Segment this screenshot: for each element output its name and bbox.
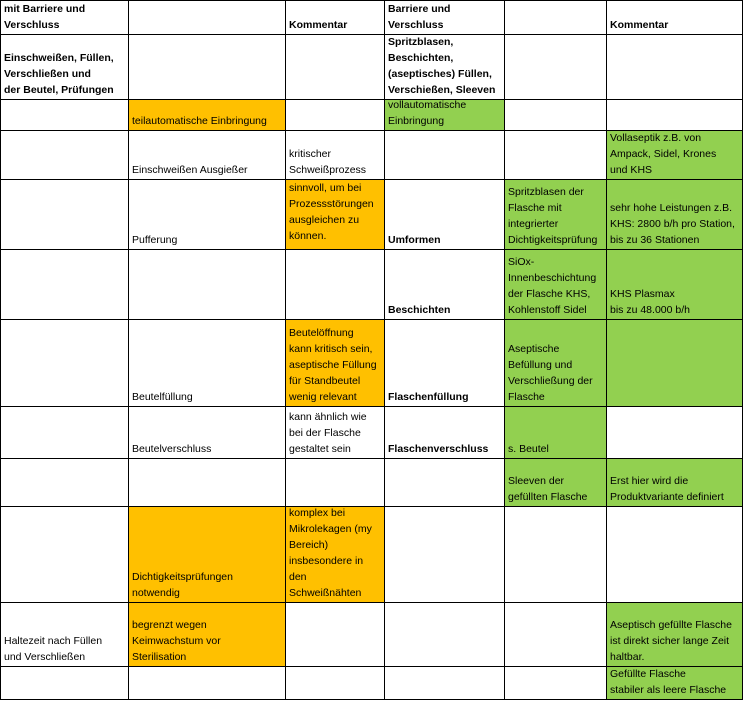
cell-empty [385,603,505,667]
cell-empty [0,131,129,180]
cell-empty [385,667,505,700]
cell-r4-b [129,180,286,250]
cell-empty [0,250,129,320]
cell-r8-e [505,459,607,507]
cell-r3-b [129,131,286,180]
cell-r6-b [129,320,286,407]
cell-r7-b-text: Beutelverschluss [132,443,212,455]
cell-empty [129,459,286,507]
cell-empty [129,667,286,700]
cell-empty [607,407,743,459]
cell-r10-f [607,603,743,667]
cell-empty [286,100,385,131]
cell-r1-d-text: Spritzblasen, Beschichten, (aseptisches) Füllen, Verschießen, Sleeven [388,36,496,96]
cell-r4-c [286,180,385,250]
cell-r9-c-text: komplex bei Mikrolekagen (my Bereich) insbesondere in den Schweißnähten [289,507,372,599]
cell-r9-c [286,507,385,603]
cell-r8-f-text: Erst hier wird die Produktvariante definiert [610,475,724,503]
header-col3-text: Barriere und Verschluss [388,3,451,31]
cell-r11-f-text: Gefüllte Flasche stabiler als leere Flasche [610,668,727,696]
cell-r6-b-text: Beutelfüllung [132,391,193,403]
cell-empty [505,35,607,100]
cell-r10-b-text: begrenzt wegen Keimwachstum vor Sterilisation [132,619,221,663]
cell-empty [0,459,129,507]
cell-r4-e-text: Spritzblasen der Flasche mit integrierter Dichtigkeitsprüfung [508,186,598,246]
cell-r7-b [129,407,286,459]
cell-r4-f-text: sehr hohe Leistungen z.B. KHS: 2800 b/h pro Station, bis zu 36 Stationen [610,202,735,246]
cell-r7-c-text: kann ähnlich wie bei der Flasche gestaltet sein [289,411,367,455]
cell-r8-e-text: Sleeven der gefüllten Flasche [508,475,588,503]
cell-r2-d [385,100,505,131]
cell-empty [286,459,385,507]
cell-r5-f [607,250,743,320]
cell-r6-c-text: Beutelöffnung kann kritisch sein, aseptische Füllung für Standbeutel wenig relevant [289,327,377,403]
header-col2-text: Kommentar [289,19,348,31]
cell-r4-d-text: Umformen [388,234,441,246]
cell-empty [607,35,743,100]
cell-empty [505,507,607,603]
cell-r6-e-text: Aseptische Befüllung und Verschließung der Flasche [508,343,593,403]
cell-r11-f [607,667,743,700]
cell-r7-e-text: s. Beutel [508,443,549,455]
cell-empty [505,603,607,667]
header-col1 [0,0,129,35]
cell-r10-a [0,603,129,667]
cell-r7-d-text: Flaschenverschluss [388,443,489,455]
cell-r4-d [385,180,505,250]
cell-r7-e [505,407,607,459]
cell-empty [0,180,129,250]
cell-empty [505,100,607,131]
cell-r3-f [607,131,743,180]
cell-empty [0,407,129,459]
cell-r5-e-text: SiOx- Innenbeschichtung der Flasche KHS, Kohlenstoff Sidel [508,256,597,316]
cell-empty [0,507,129,603]
cell-r8-f [607,459,743,507]
cell-empty [385,459,505,507]
cell-r4-f [607,180,743,250]
cell-r5-d-text: Beschichten [388,304,451,316]
cell-empty [0,320,129,407]
cell-r6-c [286,320,385,407]
cell-r3-c [286,131,385,180]
header-col3 [385,0,505,35]
cell-empty-green [607,320,743,407]
header-gap [129,0,286,35]
cell-r1-a [0,35,129,100]
cell-r10-a-text: Haltezeit nach Füllen und Verschließen [4,635,103,663]
cell-r2-b [129,100,286,131]
cell-r6-e [505,320,607,407]
cell-r1-d [385,35,505,100]
cell-r3-b-text: Einschweißen Ausgießer [132,164,248,176]
cell-empty [286,603,385,667]
cell-r6-d [385,320,505,407]
cell-r5-e [505,250,607,320]
cell-r7-d [385,407,505,459]
header-col2 [286,0,385,35]
cell-r7-c [286,407,385,459]
header-gap [505,0,607,35]
cell-empty [286,35,385,100]
header-col4-text: Kommentar [610,19,669,31]
cell-r6-d-text: Flaschenfüllung [388,391,469,403]
cell-r9-b-text: Dichtigkeitsprüfungen notwendig [132,571,233,599]
cell-r4-b-text: Pufferung [132,234,178,246]
cell-r10-b [129,603,286,667]
cell-empty [505,667,607,700]
cell-r5-d [385,250,505,320]
cell-r10-f-text: Aseptisch gefüllte Flasche ist direkt sicher lange Zeit haltbar. [610,619,732,663]
cell-r4-e [505,180,607,250]
cell-empty [607,507,743,603]
cell-empty [385,131,505,180]
header-col4 [607,0,743,35]
cell-r4-c-text: sinnvoll, um bei Prozessstörungen ausgleichen zu können. [289,182,374,242]
cell-r2-b-text: teilautomatische Einbringung [132,115,267,127]
cell-r9-b [129,507,286,603]
cell-r1-a-text: Einschweißen, Füllen, Verschließen und der Beutel, Prüfungen [4,52,114,96]
header-col1-text: mit Barriere und Verschluss [4,3,86,31]
cell-empty [607,100,743,131]
cell-empty [0,100,129,131]
cell-empty [505,131,607,180]
cell-empty [0,667,129,700]
cell-r3-c-text: kritischer Schweißprozess [289,148,367,176]
cell-empty [385,507,505,603]
cell-empty [286,250,385,320]
cell-empty [129,250,286,320]
cell-empty [129,35,286,100]
cell-r5-f-text: KHS Plasmax bis zu 48.000 b/h [610,288,690,316]
cell-r3-f-text: Vollaseptik z.B. von Ampack, Sidel, Krones und KHS [610,132,717,176]
cell-r2-d-text: vollautomatische Einbringung [388,100,467,127]
cell-empty [286,667,385,700]
